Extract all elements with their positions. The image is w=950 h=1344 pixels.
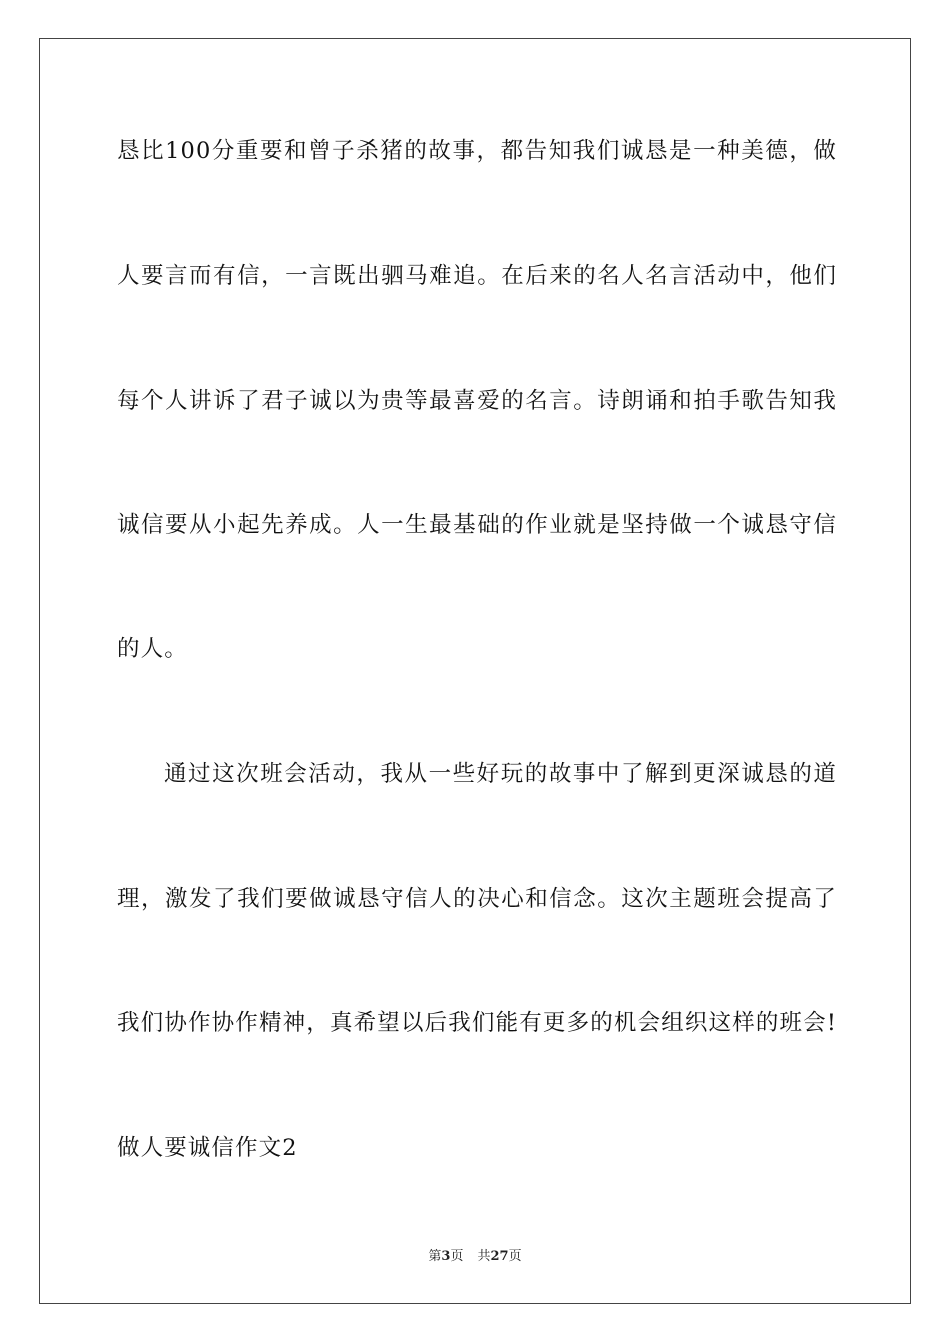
footer-prefix: 第: [428, 1249, 442, 1264]
body-line-7: 理，激发了我们要做诚恳守信人的决心和信念。这次主题班会提高了: [117, 886, 837, 912]
footer-total-prefix: 共: [477, 1249, 491, 1264]
page-frame: [39, 38, 911, 1304]
body-line-1: 恳比100分重要和曾子杀猪的故事，都告知我们诚恳是一种美德，做: [117, 138, 837, 164]
body-line-2: 人要言而有信，一言既出驷马难追。在后来的名人名言活动中，他们: [117, 263, 837, 289]
body-line-4: 诚信要从小起先养成。人一生最基础的作业就是坚持做一个诚恳守信: [117, 512, 837, 538]
footer-page-number: 3: [441, 1249, 451, 1264]
footer-page-unit: 页: [450, 1249, 464, 1264]
body-line-6-indented: 通过这次班会活动，我从一些好玩的故事中了解到更深诚恳的道: [164, 761, 837, 787]
page-footer: [0, 1248, 950, 1266]
section-heading: 做人要诚信作文2: [117, 1135, 298, 1161]
footer-total-unit: 页: [508, 1249, 522, 1264]
body-line-8: 我们协作协作精神，真希望以后我们能有更多的机会组织这样的班会!: [117, 1010, 837, 1036]
footer-total-pages: 27: [490, 1249, 509, 1264]
body-line-3: 每个人讲诉了君子诚以为贵等最喜爱的名言。诗朗诵和拍手歌告知我: [117, 388, 837, 414]
body-line-5: 的人。: [117, 636, 188, 662]
